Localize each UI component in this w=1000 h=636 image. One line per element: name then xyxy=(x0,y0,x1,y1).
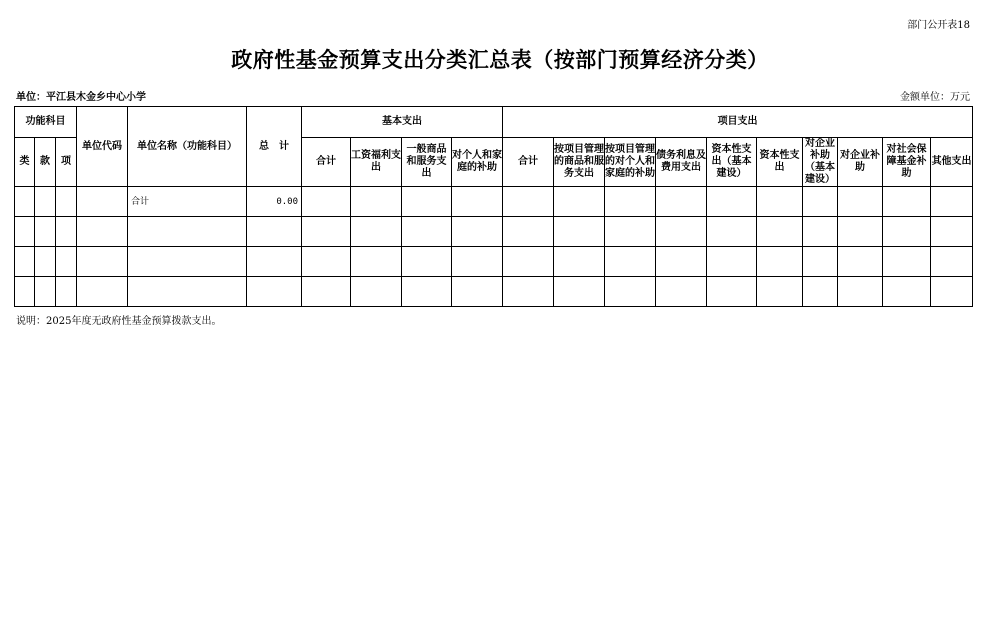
cell-lei xyxy=(15,247,35,277)
cell-xiang xyxy=(56,277,77,307)
header-unit-name: 单位名称（功能科目） xyxy=(128,107,247,187)
cell-lei xyxy=(15,187,35,217)
cell-empty xyxy=(838,217,883,247)
header-project-debt-interest: 债务利息及费用支出 xyxy=(656,138,707,187)
cell-lei xyxy=(15,217,35,247)
cell-empty xyxy=(503,247,554,277)
header-project-social-security-subsidy: 对社会保障基金补助 xyxy=(883,138,931,187)
cell-total xyxy=(247,217,302,247)
cell-empty xyxy=(656,187,707,217)
cell-lei xyxy=(15,277,35,307)
cell-empty xyxy=(707,277,757,307)
cell-total xyxy=(247,277,302,307)
header-xiang: 项 xyxy=(56,138,77,187)
cell-empty xyxy=(452,217,503,247)
cell-total xyxy=(247,247,302,277)
cell-empty xyxy=(351,187,402,217)
cell-empty xyxy=(656,217,707,247)
amount-unit: 金额单位：万元 xyxy=(900,92,970,103)
cell-kuan xyxy=(35,277,56,307)
cell-empty xyxy=(302,277,351,307)
cell-code xyxy=(77,217,128,247)
cell-name: 合计 xyxy=(128,187,247,217)
header-project-enterprise-subsidy-construction: 对企业补助（基本建设） xyxy=(803,138,838,187)
header-project-enterprise-subsidy: 对企业补助 xyxy=(838,138,883,187)
cell-empty xyxy=(707,247,757,277)
cell-empty xyxy=(503,277,554,307)
cell-empty xyxy=(351,247,402,277)
cell-code xyxy=(77,277,128,307)
cell-kuan xyxy=(35,187,56,217)
header-project-capital-construction: 资本性支出（基本建设） xyxy=(707,138,757,187)
cell-empty xyxy=(605,217,656,247)
cell-empty xyxy=(452,247,503,277)
header-lei: 类 xyxy=(15,138,35,187)
cell-kuan xyxy=(35,217,56,247)
cell-xiang xyxy=(56,217,77,247)
cell-empty xyxy=(838,247,883,277)
cell-empty xyxy=(605,247,656,277)
cell-empty xyxy=(656,277,707,307)
cell-name xyxy=(128,277,247,307)
table-row xyxy=(15,217,973,247)
expenditure-table xyxy=(14,106,973,307)
cell-empty xyxy=(302,187,351,217)
cell-empty xyxy=(452,187,503,217)
header-basic-household-subsidy: 对个人和家庭的补助 xyxy=(452,138,503,187)
header-project-goods-services: 按项目管理的商品和服务支出 xyxy=(554,138,605,187)
cell-empty xyxy=(838,187,883,217)
cell-empty xyxy=(757,217,803,247)
cell-empty xyxy=(931,247,973,277)
cell-kuan xyxy=(35,247,56,277)
header-project-other: 其他支出 xyxy=(931,138,973,187)
cell-code xyxy=(77,247,128,277)
header-project-expenditure: 项目支出 xyxy=(503,107,973,138)
cell-empty xyxy=(656,247,707,277)
header-kuan: 款 xyxy=(35,138,56,187)
cell-empty xyxy=(707,187,757,217)
cell-empty xyxy=(605,277,656,307)
cell-empty xyxy=(554,277,605,307)
cell-empty xyxy=(757,277,803,307)
cell-empty xyxy=(803,187,838,217)
cell-empty xyxy=(883,247,931,277)
cell-empty xyxy=(402,277,452,307)
cell-empty xyxy=(402,247,452,277)
cell-empty xyxy=(757,187,803,217)
cell-empty xyxy=(351,277,402,307)
cell-empty xyxy=(554,247,605,277)
cell-empty xyxy=(883,217,931,247)
cell-empty xyxy=(503,217,554,247)
table-row xyxy=(15,277,973,307)
cell-xiang xyxy=(56,187,77,217)
cell-code xyxy=(77,187,128,217)
cell-empty xyxy=(554,187,605,217)
cell-empty xyxy=(883,277,931,307)
cell-empty xyxy=(803,217,838,247)
cell-empty xyxy=(838,277,883,307)
header-basic-expenditure: 基本支出 xyxy=(302,107,503,138)
cell-empty xyxy=(757,247,803,277)
cell-empty xyxy=(554,217,605,247)
cell-empty xyxy=(803,247,838,277)
header-function-subject: 功能科目 xyxy=(15,107,77,138)
table-row xyxy=(15,187,973,217)
table-row xyxy=(15,247,973,277)
cell-xiang xyxy=(56,247,77,277)
cell-empty xyxy=(931,277,973,307)
cell-empty xyxy=(402,217,452,247)
header-project-capital: 资本性支出 xyxy=(757,138,803,187)
footnote: 说明：2025年度无政府性基金预算拨款支出。 xyxy=(16,316,222,327)
header-basic-goods-services: 一般商品和服务支出 xyxy=(402,138,452,187)
cell-empty xyxy=(931,187,973,217)
cell-empty xyxy=(931,217,973,247)
page-title: 政府性基金预算支出分类汇总表（按部门预算经济分类） xyxy=(231,48,769,72)
cell-empty xyxy=(302,247,351,277)
header-basic-wages: 工资福利支出 xyxy=(351,138,402,187)
header-total: 总 计 xyxy=(247,107,302,187)
cell-empty xyxy=(803,277,838,307)
cell-empty xyxy=(707,217,757,247)
form-number: 部门公开表18 xyxy=(907,20,970,31)
cell-empty xyxy=(452,277,503,307)
header-project-subtotal: 合计 xyxy=(503,138,554,187)
cell-empty xyxy=(503,187,554,217)
cell-empty xyxy=(302,217,351,247)
unit-label: 单位：平江县木金乡中心小学 xyxy=(16,92,146,103)
cell-empty xyxy=(605,187,656,217)
header-project-household-subsidy: 按项目管理的对个人和家庭的补助 xyxy=(605,138,656,187)
cell-name xyxy=(128,247,247,277)
header-basic-subtotal: 合计 xyxy=(302,138,351,187)
cell-empty xyxy=(883,187,931,217)
cell-empty xyxy=(351,217,402,247)
cell-name xyxy=(128,217,247,247)
cell-empty xyxy=(402,187,452,217)
header-unit-code: 单位代码 xyxy=(77,107,128,187)
cell-total: 0.00 xyxy=(247,187,302,217)
